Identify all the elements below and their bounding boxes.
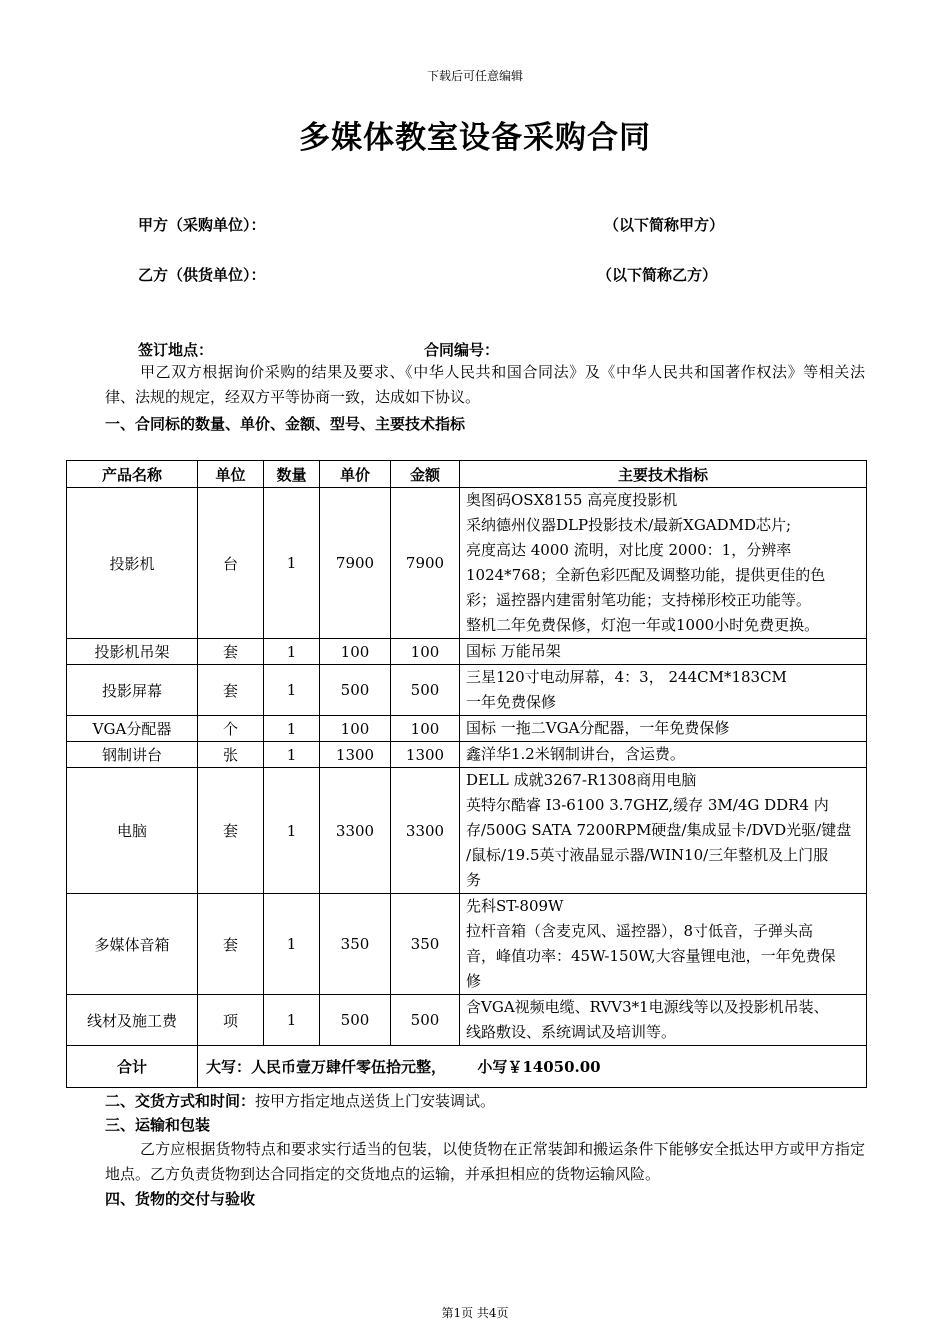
cell-price: 100 bbox=[320, 716, 391, 742]
section-3-title: 三、运输和包装 bbox=[105, 1116, 211, 1134]
cell-amount: 7900 bbox=[391, 488, 460, 639]
total-label: 合计 bbox=[67, 1046, 198, 1088]
cell-name: 投影机 bbox=[67, 488, 198, 639]
header-cell: 产品名称 bbox=[67, 461, 198, 488]
spec-line: 国标 万能吊架 bbox=[466, 642, 561, 660]
section-2-text: 按甲方指定地点送货上门安装调试。 bbox=[255, 1092, 496, 1110]
cell-price: 100 bbox=[320, 639, 391, 665]
contract-no-label: 合同编号： bbox=[424, 341, 500, 359]
section-2-title: 二、交货方式和时间： bbox=[105, 1092, 256, 1110]
cell-spec bbox=[460, 894, 867, 995]
cell-qty: 1 bbox=[264, 665, 320, 716]
cell-price: 3300 bbox=[320, 768, 391, 894]
cell-price: 1300 bbox=[320, 742, 391, 768]
header-cell: 主要技术指标 bbox=[460, 461, 867, 488]
cell-amount: 500 bbox=[391, 995, 460, 1046]
cell-qty: 1 bbox=[264, 742, 320, 768]
cell-unit: 项 bbox=[198, 995, 264, 1046]
contract-title: 多媒体教室设备采购合同 bbox=[299, 120, 651, 156]
cell-price: 500 bbox=[320, 995, 391, 1046]
party-b-note: （以下简称乙方） bbox=[597, 266, 718, 284]
spec-line: 音，峰值功率：45W-150W,大容量锂电池，一年免费保 bbox=[466, 947, 836, 965]
cell-qty: 1 bbox=[264, 894, 320, 995]
spec-line: 修 bbox=[466, 972, 482, 990]
spec-line: 含VGA视频电缆、RVV3*1电源线等以及投影机吊装、 bbox=[466, 998, 829, 1016]
cell-unit: 个 bbox=[198, 716, 264, 742]
cell-unit: 张 bbox=[198, 742, 264, 768]
cell-name: 投影机吊架 bbox=[67, 639, 198, 665]
table-row bbox=[67, 716, 867, 742]
party-a-label: 甲方（采购单位）： bbox=[138, 216, 266, 234]
total-amount: 大写：人民币壹万肆仟零伍拾元整， 小写￥14050.00 bbox=[198, 1046, 867, 1088]
cell-name: 线材及施工费 bbox=[67, 995, 198, 1046]
cell-qty: 1 bbox=[264, 716, 320, 742]
spec-line: 采纳德州仪器DLP投影技术/最新XGADMD芯片; bbox=[466, 516, 792, 534]
spec-line: 存/500G SATA 7200RPM硬盘/集成显卡/DVD光驱/键盘 bbox=[466, 821, 852, 839]
spec-line: /鼠标/19.5英寸液晶显示器/WIN10/三年整机及上门服 bbox=[466, 846, 829, 864]
spec-line: 1024*768；全新色彩匹配及调整功能，提供更佳的色 bbox=[466, 566, 826, 584]
cell-amount: 350 bbox=[391, 894, 460, 995]
table-row bbox=[67, 488, 867, 639]
cell-amount: 1300 bbox=[391, 742, 460, 768]
header-cell: 数量 bbox=[264, 461, 320, 488]
cell-name: 电脑 bbox=[67, 768, 198, 894]
party-b-label: 乙方（供货单位）： bbox=[138, 266, 266, 284]
cell-qty: 1 bbox=[264, 768, 320, 894]
spec-line: 务 bbox=[466, 871, 482, 889]
cell-unit: 套 bbox=[198, 768, 264, 894]
cell-name: VGA分配器 bbox=[67, 716, 198, 742]
cell-amount: 500 bbox=[391, 665, 460, 716]
cell-price: 350 bbox=[320, 894, 391, 995]
table-row bbox=[67, 665, 867, 716]
spec-line: 三星120寸电动屏幕，4：3， 244CM*183CM bbox=[466, 668, 787, 686]
cell-name: 投影屏幕 bbox=[67, 665, 198, 716]
table-header-row bbox=[67, 461, 867, 488]
cell-spec bbox=[460, 639, 867, 665]
cell-name: 钢制讲台 bbox=[67, 742, 198, 768]
cell-qty: 1 bbox=[264, 995, 320, 1046]
cell-spec bbox=[460, 995, 867, 1046]
spec-line: 奥图码OSX8155 高亮度投影机 bbox=[466, 491, 678, 509]
cell-spec bbox=[460, 768, 867, 894]
spec-line: 线路敷设、系统调试及培训等。 bbox=[466, 1023, 677, 1041]
spec-line: DELL 成就3267-R1308商用电脑 bbox=[466, 771, 697, 789]
section-3-text: 乙方应根据货物特点和要求实行适当的包装，以使货物在正常装卸和搬运条件下能够安全抵达甲方或甲方指定地点。乙方负责货物到达合同指定的交货地点的运输，并承担相应的货物运输风险。 bbox=[105, 1140, 865, 1183]
spec-line: 先科ST-809W bbox=[466, 897, 564, 915]
cell-unit: 套 bbox=[198, 639, 264, 665]
cell-spec bbox=[460, 742, 867, 768]
cell-amount: 3300 bbox=[391, 768, 460, 894]
cell-qty: 1 bbox=[264, 488, 320, 639]
cell-price: 500 bbox=[320, 665, 391, 716]
cell-unit: 台 bbox=[198, 488, 264, 639]
cell-name: 多媒体音箱 bbox=[67, 894, 198, 995]
cell-spec bbox=[460, 665, 867, 716]
spec-line: 鑫洋华1.2米钢制讲台，含运费。 bbox=[466, 745, 685, 763]
cell-spec bbox=[460, 488, 867, 639]
cell-unit: 套 bbox=[198, 665, 264, 716]
spec-line: 国标 一拖二VGA分配器，一年免费保修 bbox=[466, 719, 730, 737]
table-row bbox=[67, 995, 867, 1046]
spec-line: 英特尔酷睿 I3-6100 3.7GHZ,缓存 3M/4G DDR4 内 bbox=[466, 796, 829, 814]
cell-unit: 套 bbox=[198, 894, 264, 995]
cell-price: 7900 bbox=[320, 488, 391, 639]
items-table bbox=[66, 460, 867, 1088]
section-2 bbox=[105, 1090, 495, 1111]
spec-line: 拉杆音箱（含麦克风、遥控器），8寸低音，子弹头高 bbox=[466, 922, 814, 940]
header-cell: 单价 bbox=[320, 461, 391, 488]
header-note: 下载后可任意编辑 bbox=[426, 69, 523, 83]
table-row bbox=[67, 768, 867, 894]
header-cell: 单位 bbox=[198, 461, 264, 488]
header-cell: 金额 bbox=[391, 461, 460, 488]
cell-amount: 100 bbox=[391, 716, 460, 742]
page-footer: 第1页 共4页 bbox=[441, 1306, 509, 1320]
section-4-title: 四、货物的交付与验收 bbox=[105, 1190, 256, 1208]
spec-line: 彩；遥控器内建雷射笔功能；支持梯形校正功能等。 bbox=[466, 591, 812, 609]
table-row bbox=[67, 894, 867, 995]
spec-line: 一年免费保修 bbox=[466, 693, 557, 711]
cell-spec bbox=[460, 716, 867, 742]
cell-qty: 1 bbox=[264, 639, 320, 665]
table-row bbox=[67, 639, 867, 665]
sign-place-label: 签订地点： bbox=[138, 341, 214, 359]
total-row bbox=[67, 1046, 867, 1088]
spec-line: 亮度高达 4000 流明，对比度 2000：1，分辨率 bbox=[466, 541, 792, 559]
party-a-note: （以下简称甲方） bbox=[604, 216, 725, 234]
table-row bbox=[67, 742, 867, 768]
spec-line: 整机二年免费保修，灯泡一年或1000小时免费更换。 bbox=[466, 616, 820, 634]
cell-amount: 100 bbox=[391, 639, 460, 665]
intro-paragraph: 甲乙双方根据询价采购的结果及要求、《中华人民共和国合同法》及《中华人民共和国著作权法》等相关法律、法规的规定，经双方平等协商一致，达成如下协议。 bbox=[105, 363, 865, 406]
section-1-title: 一、合同标的数量、单价、金额、型号、主要技术指标 bbox=[105, 415, 466, 433]
